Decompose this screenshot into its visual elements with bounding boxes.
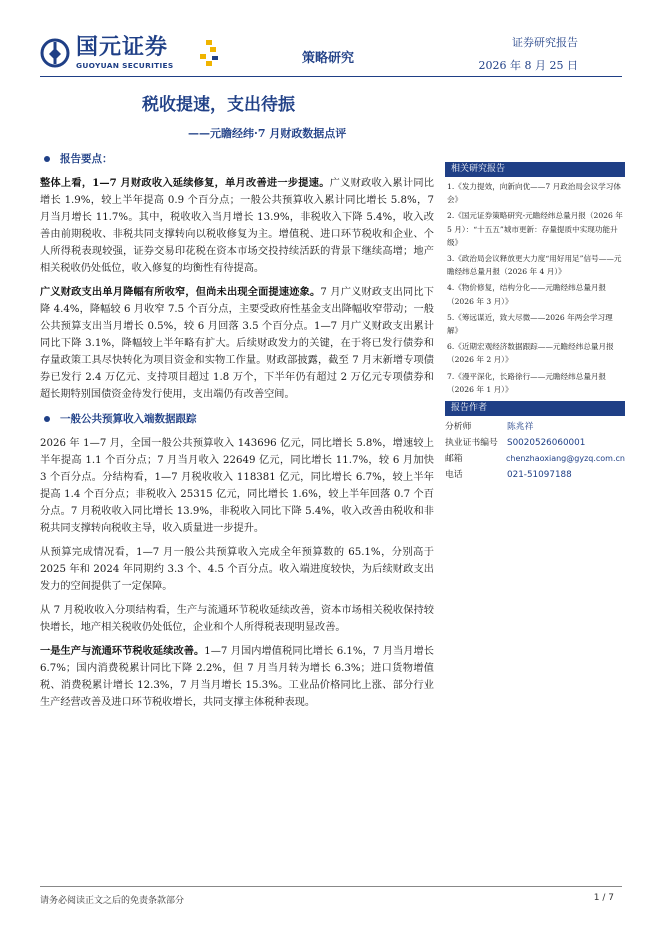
revenue-paragraph-1: 2026 年 1—7 月，全国一般公共预算收入 143696 亿元，同比增长 5.8%，增速较上半年提高 1.1 个百分点；7 月当月收入 22649 亿元，同比增长 11.7%，较 6 月加快 3 个百分点。分结构看，1—7 月税收收入 118381 亿元，同比增长 6.7%，较上半年提高 1.4 个百分点；非税收入 25315 亿元，同比增长 1.6%，较上半年回落 0.7 个百分点。7 月税收收入同比增长 13.9%，非税收入同比下降 5.4%，收入改善由税收和非税共同支撑转向税收主导，收入质量进一步提升。 (40, 438, 434, 534)
related-reports-list (445, 177, 625, 401)
page-number: 1 / 7 (593, 893, 614, 903)
report-category: 策略研究 (302, 51, 355, 66)
author-row-license: 执业证书编号 S0020526060001 (445, 438, 586, 449)
report-type: 证券研究报告 (512, 36, 578, 49)
related-report-item[interactable]: 7.《漫平深化，长路徐行——元瞻经纬总量月报（2026 年 1 月）》 (447, 371, 607, 394)
related-report-item[interactable]: 3.《政治局会议释放更大力度“用好用足”信号——元瞻经纬总量月报（2026 年 4 月）》 (447, 254, 622, 277)
summary-paragraph-2: 广义财政支出单月降幅有所收窄，但尚未出现全面提速迹象。7 月广义财政支出同比下降 4.4%，降幅较 6 月收窄 7.5 个百分点，主要受政府性基金支出降幅收窄带动；一般公共预算支出当月增长 0.5%，较 6 月回落 3.5 个百分点。1—7 月广义财政支出累计同比下降 3.1%，降幅较上半年略有扩大。后续财政发力的关键，在于将已发行债券和存量政策工具尽快转化为项目资金和实物工作量。财政部披露，截至 7 月末新增专项债券已发行 2.4 万亿元、支持项目超过 1.8 万个，下半年仍有超过 2 万亿元专项债券和超长期特别国债资金待发行使用，支出端仍有改善空间。 (40, 286, 434, 400)
revenue-paragraph-2: 从预算完成情况看，1—7 月一般公共预算收入完成全年预算数的 65.1%，分别高于 2025 年和 2024 年同期约 3.3 个、4.5 个百分点。收入端进度较快，为后续财政支出发力的空间提供了一定保障。 (40, 547, 434, 592)
author-row-analyst: 分析师 陈兆祥 (445, 422, 534, 433)
report-subtitle: ——元瞻经纬·7 月财政数据点评 (188, 127, 347, 140)
author-heading: 报告作者 (445, 401, 625, 416)
summary-heading: 报告要点： (40, 150, 434, 168)
logo-chinese-name: 国元证券 (76, 35, 169, 60)
main-content (40, 150, 434, 711)
footer-divider (40, 886, 622, 887)
related-reports-heading: 相关研究报告 (445, 162, 625, 177)
related-report-item[interactable]: 5.《筹远谋近，致大尽微——2026 年两会学习理解》 (447, 312, 613, 336)
author-row-email: 邮箱 chenzhaoxiang@gyzq.com.cn (445, 451, 625, 467)
logo-english-name: GUOYUAN SECURITIES (76, 61, 174, 70)
report-title: 税收提速，支出待振 (142, 95, 295, 115)
related-report-item[interactable]: 2.《国元证券策略研究-元瞻经纬总量月报（2026 年 5 月）：“十五五”城市更新：存量提质中实现功能升级》 (447, 211, 623, 247)
revenue-paragraph-4: 一是生产与流通环节税收延续改善。1—7 月国内增值税同比增长 6.1%，7 月当月增长 6.7%；国内消费税累计同比下降 2.2%，但 7 月当月转为增长 6.3%；进口货物增值税、消费税累计增长 12.3%，7 月当月增长 15.3%。工业品价格同比上涨、部分行业生产经营改善及进口环节税收增长，共同支撑主体税种表现。 (40, 645, 434, 708)
brand-stripes-icon (198, 38, 220, 68)
related-report-item[interactable]: 4.《物价修复，结构分化——元瞻经纬总量月报（2026 年 3 月）》 (447, 283, 607, 306)
author-row-phone: 电话 021-51097188 (445, 470, 572, 481)
revenue-paragraph-3: 从 7 月税收收入分项结构看，生产与流通环节税收延续改善，资本市场相关税收保持较快增长，地产相关税收仍处低位，企业和个人所得税表现明显改善。 (40, 605, 434, 633)
author-info (445, 416, 625, 483)
related-report-item[interactable]: 6.《近期宏观经济数据跟踪——元瞻经纬总量月报（2026 年 2 月）》 (447, 342, 614, 365)
author-email-link[interactable]: chenzhaoxiang@gyzq.com.cn (505, 454, 625, 464)
company-logo (40, 37, 174, 69)
related-report-item[interactable]: 1.《发力提效，向新向优——7 月政治局会议学习体会》 (447, 182, 621, 205)
disclaimer-note: 请务必阅读正文之后的免责条款部分 (40, 896, 185, 906)
sidebar (445, 162, 625, 483)
logo-emblem-icon (40, 38, 70, 68)
header-divider (40, 76, 622, 77)
summary-paragraph-1: 整体上看，1—7 月财政收入延续修复，单月改善进一步提速。广义财政收入累计同比增长 1.9%，较上半年提高 0.9 个百分点；一般公共预算收入累计同比增长 5.8%，7 月当月增长 11.7%。其中，税收收入当月增长 13.9%，非税收入下降 5.4%，收入改善由前期税收、非税共同支撑转向以税收修复为主。增值税、进口环节税收和企业、个人所得税表现较强，证券交易印花税在资本市场交投持续活跃的背景下继续高增；地产相关税收仍处低位，收入修复的均衡性有待提高。 (40, 177, 434, 274)
section-heading-revenue: 一般公共预算收入端数据跟踪 (40, 410, 434, 428)
report-date: 2026 年 8 月 25 日 (478, 59, 578, 72)
bullet-icon (44, 156, 50, 162)
bullet-icon (44, 416, 50, 422)
